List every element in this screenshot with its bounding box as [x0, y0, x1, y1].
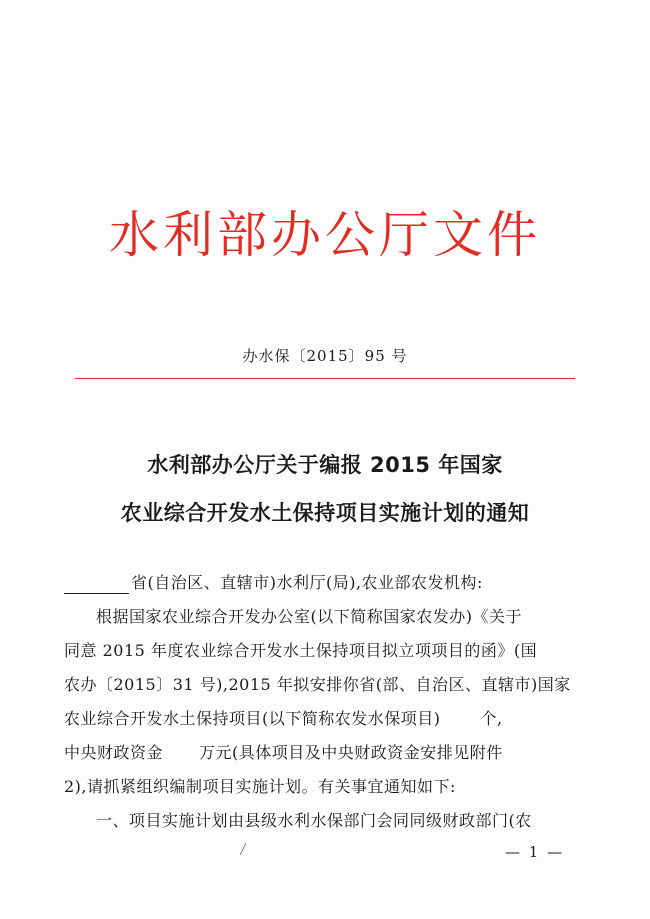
paragraph-line — [64, 702, 584, 736]
document-header-title: 水利部办公厅文件 — [109, 206, 541, 264]
paragraph-line: 农办〔2015〕31 号),2015 年拟安排你省(部、自治区、直辖市)国家 — [64, 675, 571, 694]
addressee-text: 省(自治区、直辖市)水利厅(局),农业部农发机构: — [131, 573, 483, 592]
paragraph-segment: 个, — [480, 709, 503, 728]
notice-title-line-1: 水利部办公厅关于编报 2015 年国家 — [147, 453, 503, 477]
paragraph-segment: 中央财政资金 — [64, 743, 164, 762]
paragraph-line: 2),请抓紧组织编制项目实施计划。有关事宜通知如下: — [64, 777, 456, 796]
paragraph-line: 根据国家农业综合开发办公室(以下简称国家农发办)《关于 — [96, 607, 522, 626]
body-paragraph-1 — [64, 600, 584, 804]
notice-title-line-2: 农业综合开发水土保持项目实施计划的通知 — [120, 501, 530, 525]
page-number: — 1 — — [505, 843, 565, 861]
paragraph-line: 一、项目实施计划由县级水利水保部门会同同级财政部门(农 — [96, 811, 532, 830]
paragraph-segment: 农业综合开发水土保持项目(以下简称农发水保项目) — [64, 709, 441, 728]
document-number: 办水保〔2015〕95 号 — [242, 347, 408, 365]
body-paragraph-2 — [64, 804, 584, 838]
scan-mark — [238, 842, 248, 856]
paragraph-line: 同意 2015 年度农业综合开发水土保持项目拟立项项目的函》(国 — [64, 641, 538, 660]
paragraph-line — [64, 736, 584, 770]
paragraph-segment: 万元(具体项目及中央财政资金安排见附件 — [199, 743, 503, 762]
red-divider-line — [75, 378, 575, 379]
addressee-line — [64, 566, 584, 600]
blank-fill-line — [64, 573, 129, 594]
